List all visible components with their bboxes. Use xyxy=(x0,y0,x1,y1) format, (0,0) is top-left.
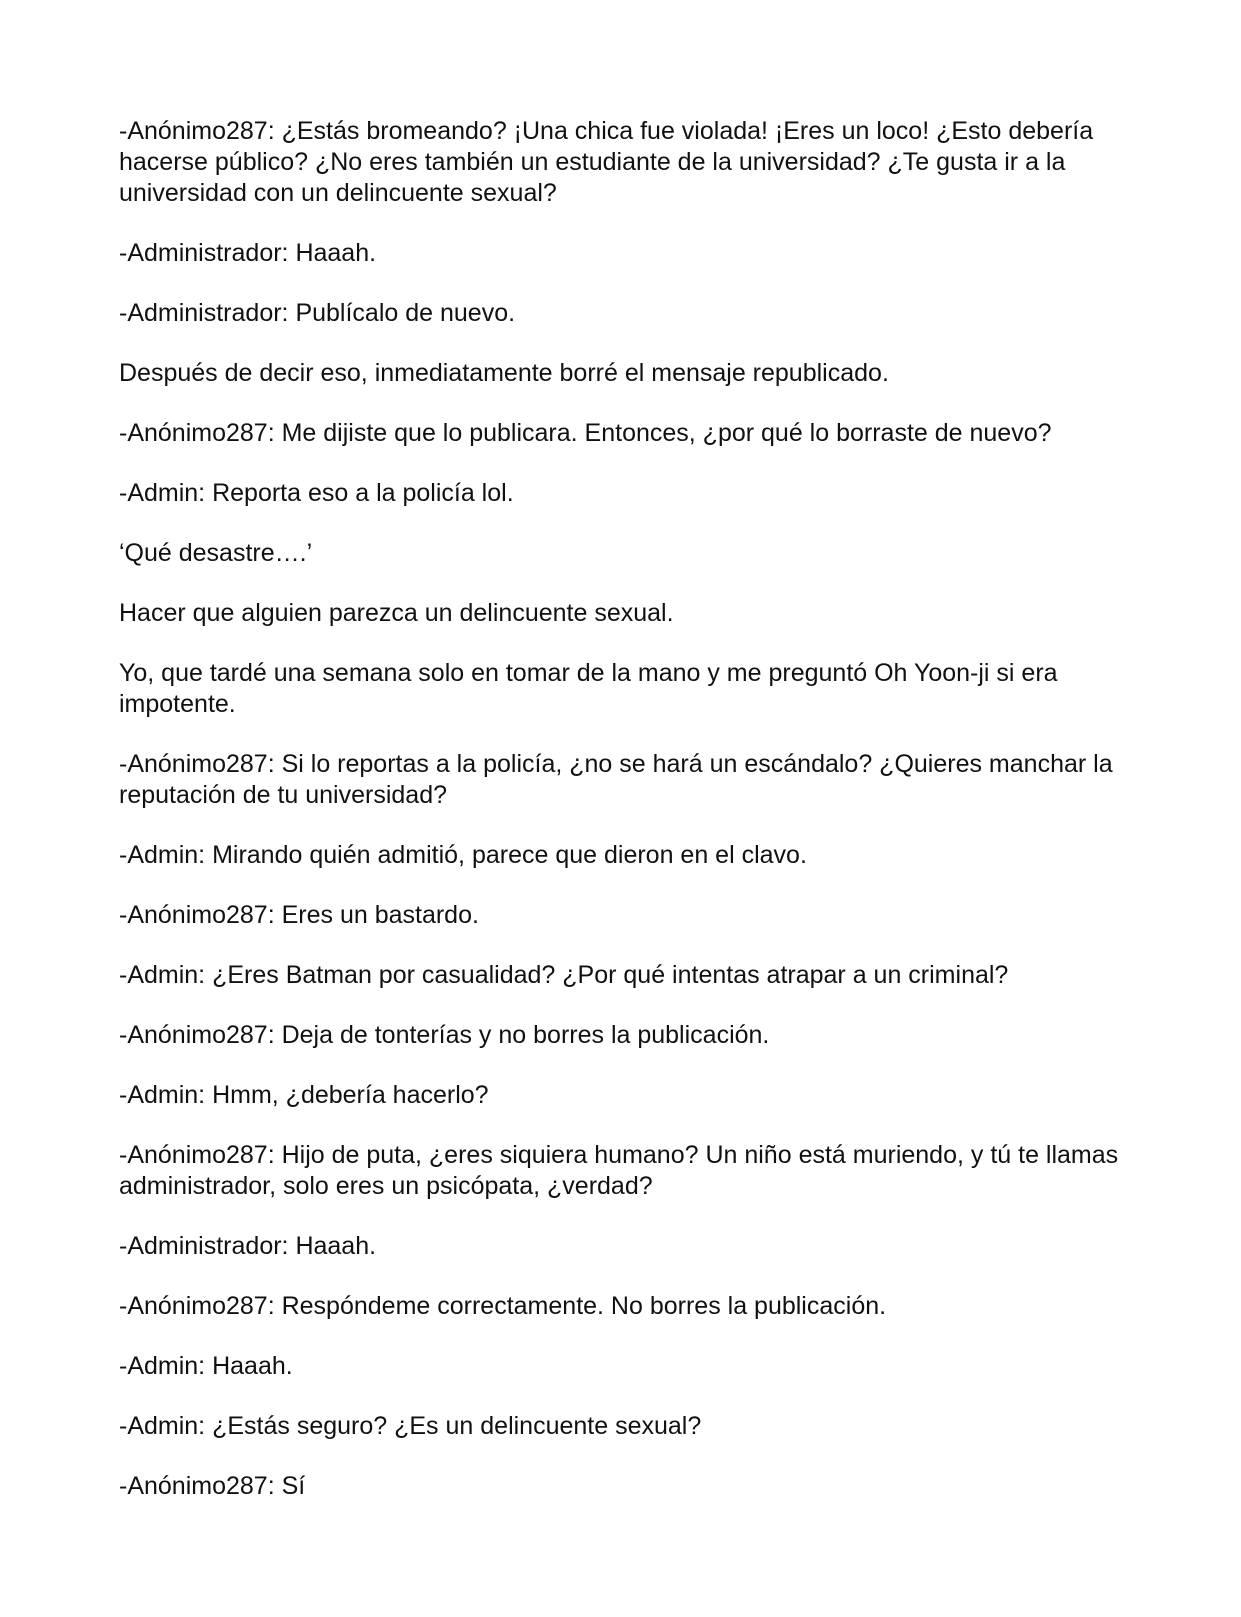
paragraph: -Administrador: Haaah. xyxy=(119,1232,377,1260)
paragraph: -Anónimo287: Me dijiste que lo publicara. Entonces, ¿por qué lo borraste de nuevo? xyxy=(119,419,1052,447)
paragraph: -Admin: Mirando quién admitió, parece que dieron en el clavo. xyxy=(119,841,807,869)
paragraph: -Anónimo287: Deja de tonterías y no borres la publicación. xyxy=(119,1021,770,1049)
paragraph: -Anónimo287: Respóndeme correctamente. No borres la publicación. xyxy=(119,1292,887,1320)
paragraph: -Admin: Hmm, ¿debería hacerlo? xyxy=(119,1081,489,1109)
paragraph: Después de decir eso, inmediatamente borré el mensaje republicado. xyxy=(119,359,889,387)
paragraph: Hacer que alguien parezca un delincuente sexual. xyxy=(119,599,674,627)
paragraph: ‘Qué desastre….’ xyxy=(119,539,313,567)
paragraph: -Anónimo287: Sí xyxy=(119,1472,306,1500)
paragraph: -Administrador: Haaah. xyxy=(119,239,377,267)
paragraph: -Anónimo287: ¿Estás bromeando? ¡Una chica fue violada! ¡Eres un loco! ¿Esto debería hacerse público? ¿No eres también un estudiante de la universidad? ¿Te gusta ir a la universidad con un delincuente sexual? xyxy=(119,117,1094,207)
paragraph: -Admin: ¿Eres Batman por casualidad? ¿Por qué intentas atrapar a un criminal? xyxy=(119,961,1009,989)
paragraph: -Administrador: Publícalo de nuevo. xyxy=(119,299,516,327)
paragraph: -Admin: Reporta eso a la policía lol. xyxy=(119,479,514,507)
paragraph: -Anónimo287: Eres un bastardo. xyxy=(119,901,479,929)
paragraph: -Anónimo287: Si lo reportas a la policía, ¿no se hará un escándalo? ¿Quieres manchar la reputación de tu universidad? xyxy=(119,750,1113,809)
paragraph: -Admin: ¿Estás seguro? ¿Es un delincuente sexual? xyxy=(119,1412,702,1440)
document-body xyxy=(119,116,1124,1531)
paragraph: Yo, que tardé una semana solo en tomar de la mano y me preguntó Oh Yoon-ji si era impotente. xyxy=(119,659,1058,718)
paragraph: -Anónimo287: Hijo de puta, ¿eres siquiera humano? Un niño está muriendo, y tú te llamas administrador, solo eres un psicópata, ¿verdad? xyxy=(119,1141,1119,1200)
paragraph: -Admin: Haaah. xyxy=(119,1352,293,1380)
